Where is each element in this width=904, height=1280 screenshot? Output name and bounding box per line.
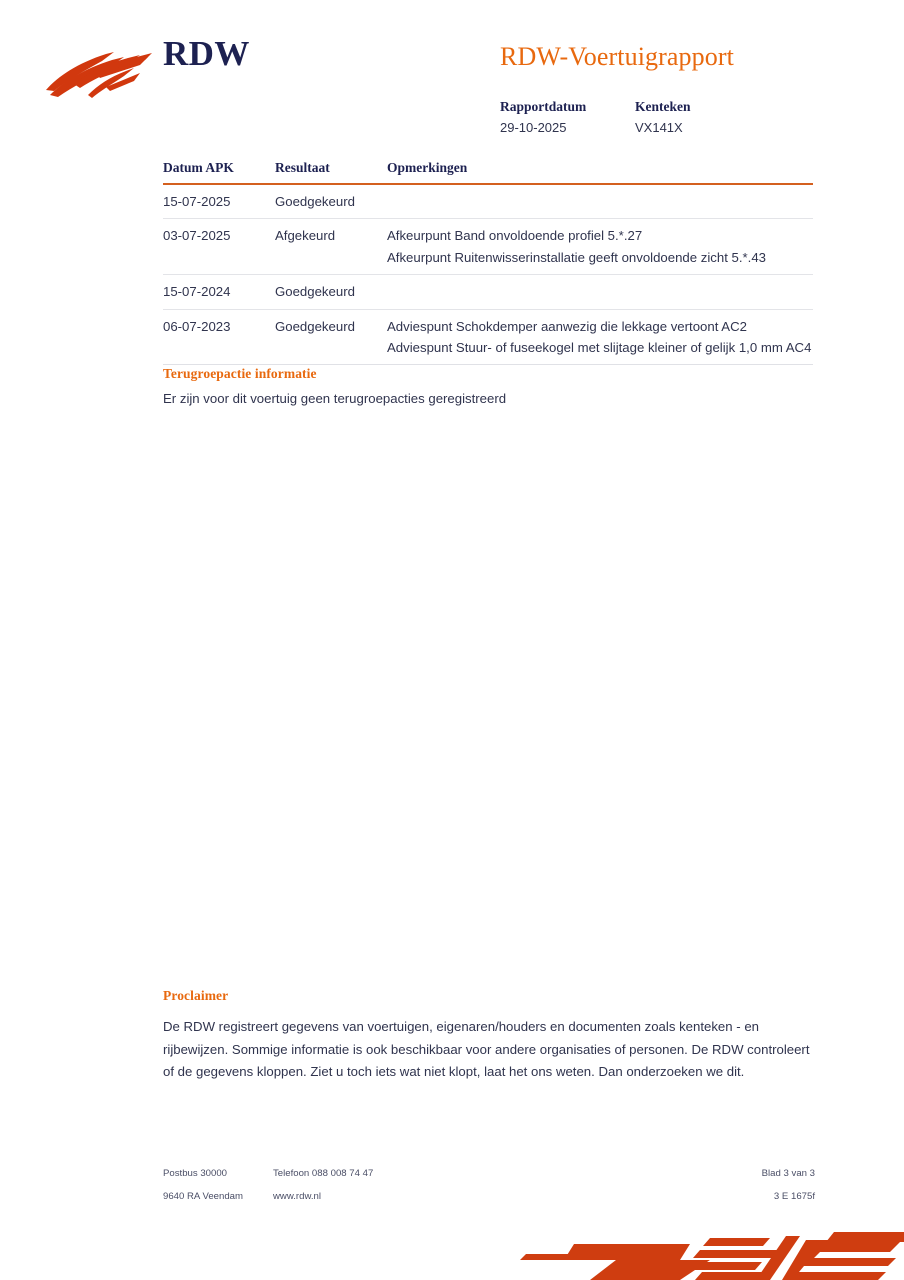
footer-page-label: Blad 3 van 3	[761, 1168, 815, 1179]
recall-section	[163, 366, 813, 410]
opmerking-line: Adviespunt Schokdemper aanwezig die lekkage vertoont AC2	[387, 318, 747, 334]
proclaimer-section-title: Proclaimer	[163, 988, 229, 1003]
cell-opmerkingen	[387, 225, 813, 268]
opmerking-line: Afkeurpunt Ruitenwisserinstallatie geeft onvoldoende zicht 5.*.43	[387, 249, 767, 265]
footer-row-2	[163, 1191, 815, 1214]
cell-opmerkingen	[387, 191, 813, 212]
report-date-label: Rapportdatum	[500, 99, 587, 114]
document-title: RDW-Voertuigrapport	[500, 42, 734, 71]
plate-value: VX141X	[635, 119, 683, 135]
cell-datum-apk: 03-07-2025	[163, 228, 231, 244]
rdw-stripes-graphic-icon	[504, 1222, 904, 1280]
table-row	[163, 275, 813, 309]
cell-datum-apk: 06-07-2023	[163, 318, 231, 334]
cell-resultaat: Goedgekeurd	[275, 194, 355, 209]
recall-section-text: Er zijn voor dit voertuig geen terugroepacties geregistreerd	[163, 391, 507, 406]
footer-postbus: Postbus 30000	[163, 1168, 228, 1179]
rdw-flame-logo-icon	[44, 43, 162, 101]
footer-website[interactable]: www.rdw.nl	[273, 1191, 321, 1202]
proclaimer-section-text: De RDW registreert gegevens van voertuigen, eigenaren/houders en documenten zoals kenteken - en rijbewijzen. Sommige informatie is ook beschikbaar voor andere organisaties of personen. De RDW controleert of de gegevens kloppen. Ziet u toch iets wat niet klopt, laat het ons weten. Dan onderzoeken we dit.	[163, 1019, 810, 1080]
table-row	[163, 219, 813, 275]
opmerking-line: Adviespunt Stuur- of fuseekogel met slijtage kleiner of gelijk 1,0 mm AC4	[387, 339, 812, 355]
footer-phone: Telefoon 088 008 74 47	[273, 1168, 374, 1179]
column-header-datum-apk: Datum APK	[163, 160, 234, 175]
footer-row-1	[163, 1168, 815, 1191]
report-meta-labels	[500, 97, 830, 117]
rdw-wordmark: RDW	[163, 34, 250, 73]
report-meta	[500, 97, 830, 139]
table-row	[163, 310, 813, 366]
column-header-opmerkingen: Opmerkingen	[387, 160, 468, 175]
cell-resultaat: Afgekeurd	[275, 228, 336, 244]
cell-resultaat: Goedgekeurd	[275, 318, 355, 334]
apk-history-table	[163, 160, 813, 365]
opmerking-line: Afkeurpunt Band onvoldoende profiel 5.*.27	[387, 228, 643, 244]
cell-opmerkingen	[387, 281, 813, 302]
table-row	[163, 185, 813, 219]
footer-city: 9640 RA Veendam	[163, 1191, 244, 1202]
cell-opmerkingen	[387, 316, 813, 359]
apk-table-header	[163, 160, 813, 185]
cell-resultaat: Goedgekeurd	[275, 284, 355, 300]
recall-section-title: Terugroepactie informatie	[163, 366, 317, 381]
plate-label: Kenteken	[635, 99, 691, 114]
page-footer	[163, 1168, 815, 1214]
column-header-resultaat: Resultaat	[275, 160, 330, 175]
cell-datum-apk: 15-07-2025	[163, 194, 231, 209]
report-meta-values	[500, 117, 830, 139]
report-date-value: 29-10-2025	[500, 119, 567, 135]
apk-table-body	[163, 185, 813, 365]
footer-form-code: 3 E 1675f	[773, 1191, 815, 1202]
cell-datum-apk: 15-07-2024	[163, 284, 231, 300]
proclaimer-section	[163, 988, 813, 1084]
